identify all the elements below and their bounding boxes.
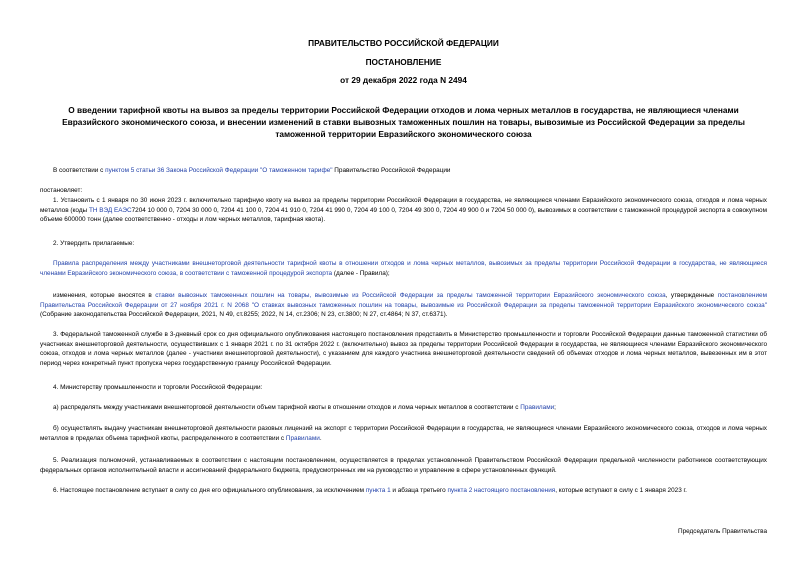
- paragraph-2b-text-tail: (Собрание законодательства Российской Федерации, 2021, N 49, ст.8255; 2022, N 14, ст.2306; N 23, ст.3800; N 27, ст.4864; N 37, ст.6371).: [40, 311, 448, 319]
- paragraph-6-text-tail: , которые вступают в силу с 1 января 2023 г.: [555, 487, 687, 494]
- paragraph-4a: [40, 403, 767, 413]
- document-date-heading: от 29 декабря 2022 года N 2494: [340, 75, 467, 85]
- paragraph-3: 3. Федеральной таможенной службе в 3-дневный срок со дня официального опубликования настоящего постановления представить в Министерство промышленности и торговли Российской Федерации данные таможенной статистики об участниках внешнеторговой деятельности, осуществивших с 1 января 2021 г. по 31 октября 2022 г. (включительно) вывоз за пределы территории Российской Федерации в государства, не являющиеся членами Евразийского экономического союза, отходов и лома черных металлов (далее - участники внешнеторговой деятельности), с указанием для каждого участника внешнеторговой деятельности сведений об объемах отходов и лома черных металлов, вывезенных им в этот период через конкретный пункт пропуска через государственную границу Российской Федерации.: [40, 331, 767, 367]
- point-1-link[interactable]: пункта 1: [365, 487, 391, 494]
- document-type-heading: ПОСТАНОВЛЕНИЕ: [365, 57, 442, 67]
- intro-text: В соответствии с: [53, 167, 106, 174]
- paragraph-2: 2. Утвердить прилагаемые:: [53, 240, 135, 247]
- paragraph-4b-tail: .: [319, 434, 322, 442]
- paragraph-1: [40, 196, 767, 225]
- intro-text-tail: Правительство Российской Федерации: [332, 167, 451, 174]
- signature-title: Председатель Правительства: [678, 528, 767, 535]
- document-title: О введении тарифной квоты на вывоз за пределы территории Российской Федерации отходов и лома черных металлов в государства, не являющиеся членами Евразийского экономического союза, и внесении изменений в ставки вывозных таможенных пошлин на товары, вывозимые из Российской Федерации за пределы таможенной территории Евразийского экономического союза: [62, 105, 745, 139]
- resolves-line: постановляет:: [40, 187, 83, 194]
- paragraph-4a-tail: ;: [554, 404, 556, 411]
- export-duty-rates-link[interactable]: ставки вывозных таможенных пошлин на товары, вывозимые из Российской Федерации за пределы таможенной территории Евразийского экономического союза: [155, 292, 666, 299]
- rules-link-4a[interactable]: Правилами: [520, 404, 555, 411]
- paragraph-4b: [40, 424, 767, 443]
- paragraph-6-text: 6. Настоящее постановление вступает в силу со дня его официального опубликования, за исключением: [53, 487, 366, 494]
- paragraph-2a: [40, 259, 767, 278]
- tn-ved-link[interactable]: ТН ВЭД ЕАЭС: [88, 206, 132, 214]
- paragraph-4a-text: а) распределять между участниками внешнеторговой деятельности объем тарифной квоты в отношении отходов и лома черных металлов в соответствии с: [53, 404, 521, 411]
- paragraph-1-text: 1. Установить с 1 января по 30 июня 2023 г. включительно тарифную квоту на вывоз за пределы территории Российской Федерации в государства, не являющиеся членами Евразийского экономического союза, отходов и лома черных металлов (коды: [40, 197, 767, 214]
- rules-link[interactable]: Правила распределения между участниками внешнеторговой деятельности тарифной квоты в отношении отходов и лома черных металлов, вывозимых за пределы территории Российской Федерации в государства, не являющиеся членами Евразийского экономического союза, в соответствии с таможенной процедурой экспорта: [40, 260, 767, 277]
- paragraph-4: 4. Министерству промышленности и торговли Российской Федерации:: [53, 384, 263, 391]
- point-2-link[interactable]: пункта 2 настоящего постановления: [447, 487, 556, 494]
- paragraph-5: 5. Реализация полномочий, устанавливаемых в соответствии с настоящим постановлением, осуществляется в пределах установленной Правительством Российской Федерации предельной численности работников соответствующих федеральных органов исполнительной власти и ассигнований федерального бюджета, предусмотренных им на руководство и управление в сфере установленных функций.: [40, 457, 767, 474]
- paragraph-2b-text: изменения, которые вносятся в: [53, 292, 156, 299]
- rules-link-4b[interactable]: Правилами: [285, 434, 320, 442]
- paragraph-2a-tail: (далее - Правила);: [332, 269, 390, 277]
- paragraph-6: [40, 486, 767, 496]
- issuer-heading: ПРАВИТЕЛЬСТВО РОССИЙСКОЙ ФЕДЕРАЦИИ: [308, 38, 499, 48]
- law-link[interactable]: пунктом 5 статьи 36 Закона Российской Федерации "О таможенном тарифе": [105, 167, 333, 174]
- paragraph-6-text-mid: и абзаца третьего: [390, 487, 448, 494]
- paragraph-2b: [40, 291, 767, 320]
- intro-paragraph: [40, 166, 767, 176]
- paragraph-2b-text-mid: , утвержденные: [665, 292, 718, 299]
- paragraph-1-text-tail: 7204 10 000 0, 7204 30 000 0, 7204 41 100 0, 7204 41 910 0, 7204 41 990 0, 7204 49 100 0, 7204 49 300 0, 7204 49 900 0 и 7204 50 000 0), вывозимых в соответствии с таможенной процедурой экспорта в совокупном объеме 600000 тонн (далее соответственно - отходы и лом черных металлов, тарифная квота).: [40, 206, 768, 224]
- paragraph-4b-text: б) осуществлять выдачу участникам внешнеторговой деятельности разовых лицензий на экспорт с территории Российской Федерации в государства, не являющиеся членами Евразийского экономического союза, отходов и лома черных металлов в пределах объема тарифной квоты, распределенного в соответствии с: [40, 425, 767, 442]
- decree-2068-link[interactable]: постановлением Правительства Российской Федерации от 27 ноября 2021 г. N 2068 "О ставках вывозных таможенных пошлин на товары, вывозимые из Российской Федерации за пределы таможенной территории Евразийского экономического союза": [40, 292, 767, 309]
